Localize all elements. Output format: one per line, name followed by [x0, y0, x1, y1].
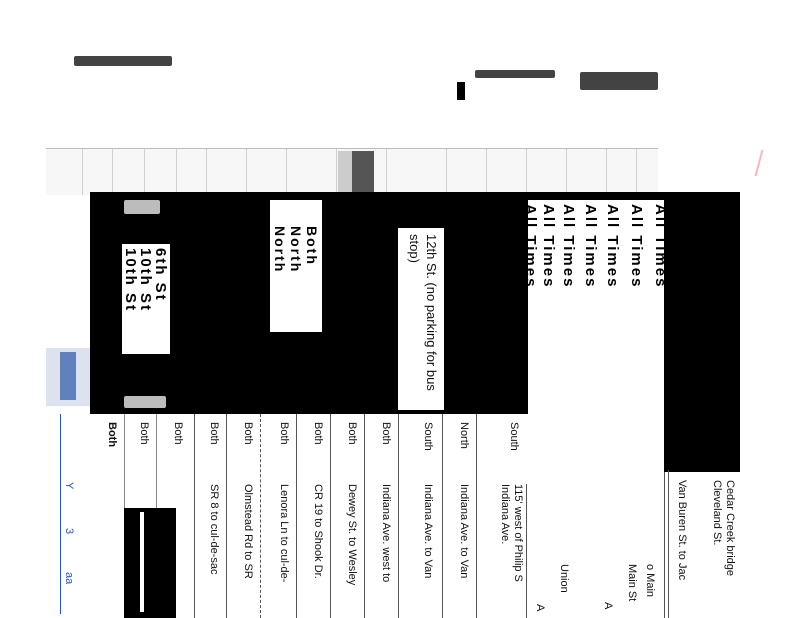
table-row-location: Dewey St. to Wesley	[346, 484, 358, 586]
upper-row-text: A	[602, 602, 614, 610]
table-row-side: Both	[346, 422, 358, 445]
upper-row-text: Main St	[626, 564, 638, 602]
note-box	[398, 228, 444, 410]
upper-row-text: Union	[558, 564, 570, 593]
table-row-location: Olmstead Rd to SR	[242, 484, 254, 579]
redacted-cell-bottom	[124, 396, 166, 408]
redaction-mark	[457, 82, 465, 100]
side-entry: Both	[304, 226, 320, 266]
sidebar-symbol: aa	[63, 572, 75, 585]
table-row-location: Indiana Ave. to Van	[458, 484, 470, 579]
street-entry: 10th St	[122, 248, 139, 313]
table-row-side: Both	[208, 422, 220, 445]
street-entry: 6th St	[152, 248, 169, 302]
table-cell-side: Both	[106, 422, 118, 448]
table-cell-side: Both	[138, 422, 150, 445]
table-cell-side: Both	[172, 422, 184, 445]
table-row-side: Both	[278, 422, 290, 445]
sidebar-symbol: 3	[63, 528, 75, 535]
street-entry: 10th St	[137, 248, 154, 313]
sides-box	[270, 200, 322, 332]
sidebar-vertical-line	[60, 414, 61, 614]
table-row-side: South	[422, 422, 434, 451]
streets-box	[122, 244, 170, 354]
sidebar-symbol: Y	[63, 482, 75, 490]
upper-row-text: Van Buren St. to Jac	[676, 480, 688, 581]
time-entry: All Times	[540, 204, 557, 289]
redacted-header-mid	[475, 70, 555, 78]
redacted-header-left	[74, 56, 172, 66]
time-entry: All Times	[604, 204, 621, 289]
time-entry: All Times	[560, 204, 577, 289]
table-row-side: Both	[242, 422, 254, 445]
redacted-header-right	[580, 72, 658, 90]
table-row-location: 115' west of Philip S Indiana Ave.	[499, 484, 524, 582]
table-row-side: Both	[380, 422, 392, 445]
times-panel	[522, 200, 669, 414]
upper-row-text: Cedar Creek bridge Cleveland St.	[711, 480, 736, 576]
table-row-side: Both	[312, 422, 324, 445]
table-row-side: South	[508, 422, 520, 451]
table-row-location: Indiana Ave. west to	[380, 484, 392, 583]
time-entry: All Times	[652, 204, 669, 289]
upper-row-text: A	[534, 604, 546, 612]
time-entry: All Times	[522, 204, 539, 289]
side-entry: North	[288, 226, 304, 274]
pink-mark	[755, 150, 776, 176]
table-row-location: CR 19 to Shook Dr.	[312, 484, 324, 579]
redaction-bottom-left-inner	[140, 512, 144, 612]
spreadsheet-grid-strip	[46, 148, 658, 195]
time-entry: All Times	[628, 204, 645, 289]
redaction-bottom-left	[124, 508, 176, 618]
table-row-side: North	[458, 422, 470, 449]
table-row-location: Lenora Ln to cul-de-	[278, 484, 290, 583]
table-row-location: Indiana Ave. to Van	[422, 484, 434, 579]
table-row-location: SR 8 to cul-de-sac	[208, 484, 220, 575]
upper-row-text: o Main	[644, 564, 656, 598]
redacted-cell-top	[124, 200, 160, 214]
upper-right-table	[528, 414, 740, 618]
side-entry: North	[272, 226, 288, 274]
sidebar-fragment	[46, 348, 90, 406]
time-entry: All Times	[582, 204, 599, 289]
note-text: 12th St. (no parking for bus stop)	[407, 234, 439, 391]
